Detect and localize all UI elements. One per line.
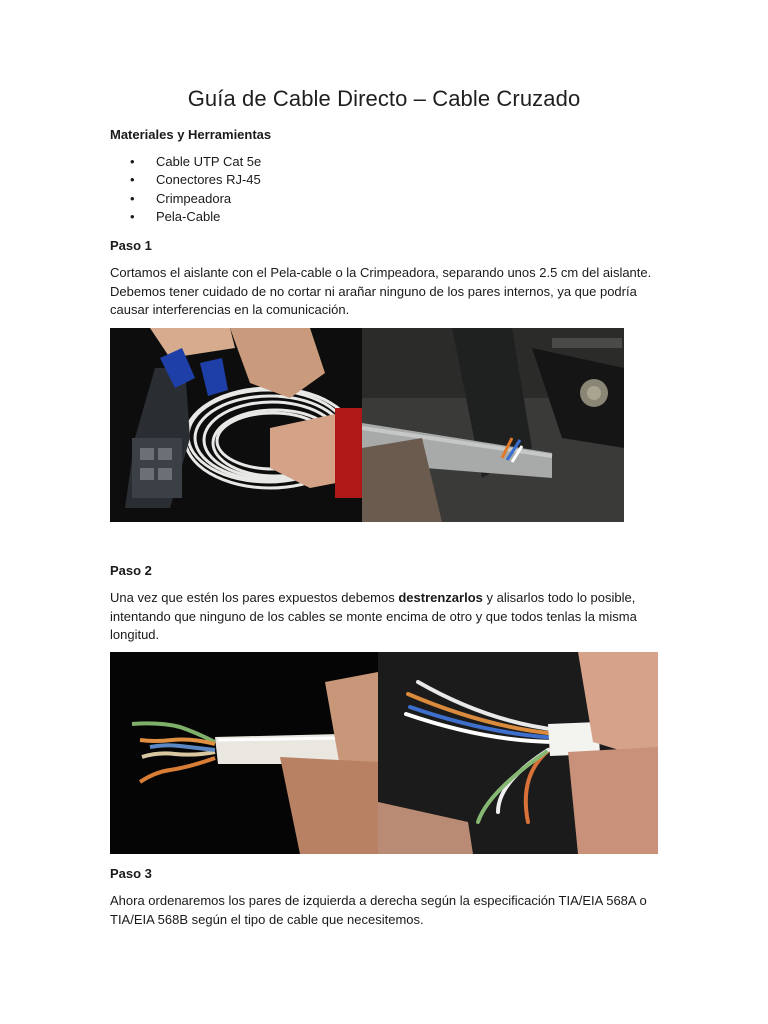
materials-heading: Materiales y Herramientas [110, 127, 272, 142]
step2-heading: Paso 2 [110, 563, 152, 578]
bullet-icon: • [130, 172, 135, 188]
list-item: • Conectores RJ-45 [110, 171, 261, 189]
bullet-icon: • [130, 154, 135, 169]
step1-heading: Paso 1 [110, 238, 152, 253]
materials-list [110, 153, 261, 226]
bullet-icon: • [130, 190, 135, 206]
photo-stripping-closeup [362, 328, 624, 522]
step3-heading: Paso 3 [110, 866, 152, 881]
photo-untwisting-closeup [378, 652, 658, 854]
bullet-icon: • [130, 208, 135, 224]
step1-text: Cortamos el aislante con el Pela-cable o la Crimpeadora, separando unos 2.5 cm del aislante. Debemos tener cuidado de no cortar ni arañar ninguno de los pares internos, ya que podría causar interferencias en la comunicación. [110, 265, 652, 317]
list-item: • Crimpeadora [110, 190, 261, 208]
photo-crimper-cable [110, 328, 362, 522]
photo-twisted-pairs [110, 652, 378, 854]
step3-text: Ahora ordenaremos los pares de izquierda a derecha según la especificación TIA/EIA 568A o TIA/EIA 568B según el tipo de cable que necesitemos. [110, 893, 647, 927]
step2-text: Una vez que estén los pares expuestos debemos destrenzarlos y alisarlos todo lo posible, intentando que ninguno de los cables se monte encima de otro y que todos tenlas la misma longitud. [110, 590, 637, 642]
list-item: • Cable UTP Cat 5e [110, 153, 261, 171]
list-item: • Pela-Cable [110, 208, 261, 226]
document-title: Guía de Cable Directo – Cable Cruzado [187, 86, 581, 111]
